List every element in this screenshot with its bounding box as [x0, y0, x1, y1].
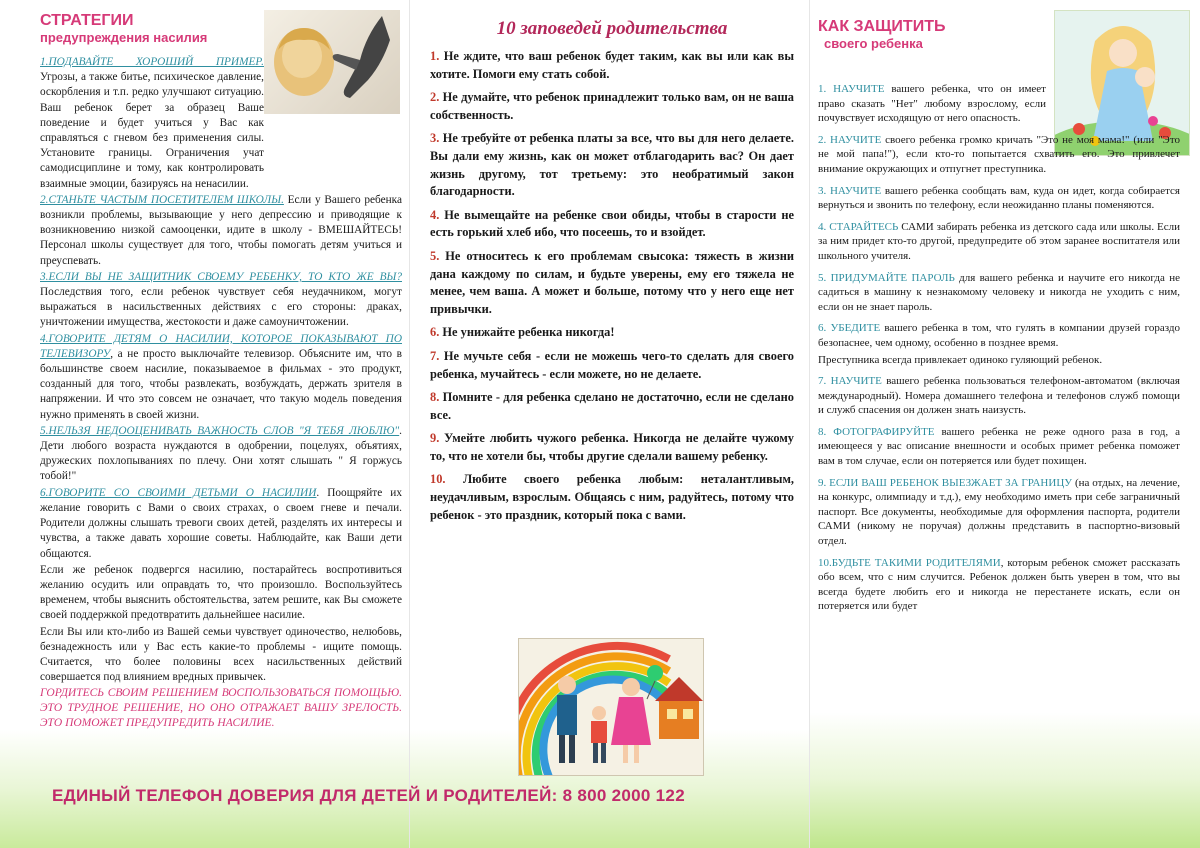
tip-1: 1. НАУЧИТЕ вашего ребенка, что он имеет право сказать "Нет" любому взрослому, если почувствует исходящую от него опасность.	[818, 83, 1046, 125]
tip-9: 9. ЕСЛИ ВАШ РЕБЕНОК ВЫЕЗЖАЕТ ЗА ГРАНИЦУ (на отдых, на лечение, на конкурс, олимпиаду и т.д.), ему необходимо иметь при себе заграничный паспорт. Все документы, необходимые для оформления паспорта, родители САМИ (никому не поручая) должны представить в паспортно-визовый отдел.	[818, 476, 1180, 548]
family-drawing	[518, 638, 704, 776]
tip-5: 5. ПРИДУМАЙТЕ ПАРОЛЬ для вашего ребенка и научите его никогда не садиться в машину к незнакомому человеку и никогда не уходить с ним, если он не знает пароль.	[818, 271, 1180, 313]
middle-panel	[410, 0, 810, 848]
commandment-3: 3. Не требуйте от ребенка платы за все, что вы для него делаете. Вы дали ему жизнь, как он может отблагодарить вас? Он дает жизнь другому, тот третьему: это необратимый закон благодарности.	[430, 131, 794, 199]
closing-statement: ГОРДИТЕСЬ СВОИМ РЕШЕНИЕМ ВОСПОЛЬЗОВАТЬСЯ ПОМОЩЬЮ. ЭТО ТРУДНОЕ РЕШЕНИЕ, НО ОНО ОТРАЖАЕТ ВАШУ ЗРЕЛОСТЬ. ЭТО ПОМОЖЕТ ПРЕДУПРЕДИТЬ НАСИЛИЕ.	[40, 687, 402, 730]
commandment-9: 9. Умейте любить чужого ребенка. Никогда не делайте чужому то, что не хотели бы, чтобы другие сделали вашему ребенку.	[430, 431, 794, 463]
tip-2: 2. НАУЧИТЕ своего ребенка громко кричать "Это не моя мама!" (или "Это не мой папа!"), если кто-то попытается схватить его. Это привлечет внимание окружающих и отпугнет преступника.	[818, 133, 1180, 175]
commandment-8: 8. Помните - для ребенка сделано не достаточно, если не сделано все.	[430, 390, 794, 422]
commandment-7: 7. Не мучьте себя - если не можешь чего-то сделать для своего ребенка, мучайтесь - если можете, но не делаете.	[430, 348, 794, 381]
commandment-5: 5. Не относитесь к его проблемам свысока: тяжесть в жизни дана каждому по силам, и будьте уверены, ему его тяжела не менее, чем ваша. А может и больше, потому что у него еще нет привычки.	[430, 248, 794, 316]
strategy-2: 2.СТАНЬТЕ ЧАСТЫМ ПОСЕТИТЕЛЕМ ШКОЛЫ. Если у Вашего ребенка возникли проблемы, вызывающие у него депрессию и приводящие к возникновению низкой самооценки, идите в школу - ВМЕШАЙТЕСЬ! Персонал школы существует для того, чтобы помогать детям учиться и преуспевать.	[40, 193, 402, 267]
protection-tips	[818, 82, 1180, 614]
commandment-1: 1. Не ждите, что ваш ребенок будет таким, как вы или как вы хотите. Помоги ему стать собой.	[430, 49, 794, 81]
tip-3: 3. НАУЧИТЕ вашего ребенка сообщать вам, куда он идет, когда собирается вернуться и звонить по телефону, если неожиданно планы поменяются.	[818, 184, 1180, 212]
tip-8: 8. ФОТОГРАФИРУЙТЕ вашего ребенка не реже одного раза в год, а имеющееся у вас описание внешности и особых примет ребенка поможет вам в том случае, если он потеряется или будет похищен.	[818, 425, 1181, 468]
commandments-list	[430, 48, 794, 524]
tip-7: 7. НАУЧИТЕ вашего ребенка пользоваться телефоном-автоматом (включая международный). Номера домашнего телефона и телефонов служб помощи и служб спасения он должен знать наизусть.	[818, 375, 1180, 417]
commandment-6: 6. Не унижайте ребенка никогда!	[430, 325, 615, 340]
hotline-footer: ЕДИНЫЙ ТЕЛЕФОН ДОВЕРИЯ ДЛЯ ДЕТЕЙ И РОДИТЕЛЕЙ: 8 800 2000 122	[52, 786, 685, 805]
tip-6: 6. УБЕДИТЕ вашего ребенка в том, что гулять в компании друзей гораздо безопаснее, чем одному, особенно в позднее время.	[818, 322, 1180, 349]
left-subtitle: предупреждения насилия	[40, 30, 208, 45]
right-title: КАК ЗАЩИТИТЬ	[818, 18, 946, 35]
strategy-4: 4.ГОВОРИТЕ ДЕТЯМ О НАСИЛИИ, КОТОРОЕ ПОКАЗЫВАЮТ ПО ТЕЛЕВИЗОРУ, а не просто выключайте телевизор. Объясните им, что в большинстве своем насилие, показываемое в фильмах - это продукт, созданный для того, чтобы развлекать, возбуждать, держать зрителя в напряжении. И что это совсем не означает, что такую модель поведения нужно применять в своей жизни.	[40, 332, 402, 421]
left-panel	[0, 0, 410, 848]
strategy-3: 3.ЕСЛИ ВЫ НЕ ЗАЩИТНИК СВОЕМУ РЕБЕНКУ, ТО КТО ЖЕ ВЫ? Последствия того, если ребенок чувствует себя неудачником, могут выражаться в насильственных действиях с его стороны: драках, уничтожении имущества, жестокости и даже самоуничтожении.	[40, 270, 402, 329]
commandments-title: 10 заповедей родительства	[496, 18, 728, 39]
commandment-10: 10. Любите своего ребенка любым: неталантливым, неудачливым, взрослым. Общаясь с ним, радуйтесь, потому что ребенок - это праздник, который пока с вами.	[430, 472, 794, 522]
tip-10: 10.БУДЬТЕ ТАКИМИ РОДИТЕЛЯМИ, которым ребенок сможет рассказать обо всем, что с ним случится. Ребенок должен быть уверен в том, что вы всегда будете любить его и никогда не перестанете искать, если он потеряется или будет	[818, 556, 1180, 613]
right-subtitle: своего ребенка	[824, 36, 923, 51]
commandment-4: 4. Не вымещайте на ребенке свои обиды, чтобы в старости не есть горький хлеб ибо, что посеешь, то и взойдет.	[430, 207, 794, 240]
strategies-text	[40, 55, 402, 731]
strategy-5: 5.НЕЛЬЗЯ НЕДООЦЕНИВАТЬ ВАЖНОСТЬ СЛОВ "Я ТЕБЯ ЛЮБЛЮ". Дети любого возраста нуждаются в одобрении, поцелуях, объятиях, дружеских похлопываниях по плечу. Они хотят слышать " Я горжусь тобой!"	[40, 424, 402, 483]
right-panel	[810, 0, 1200, 848]
commandment-2: 2. Не думайте, что ребенок принадлежит только вам, он не ваша собственность.	[430, 90, 794, 122]
strategy-1: 1.ПОДАВАЙТЕ ХОРОШИЙ ПРИМЕР. Угрозы, а также битье, психическое давление, оскорбления и т.п. редко улучшают ситуацию. Ваш ребенок берет за образец Ваше поведение и будет учиться у Вас как справляться с гневом без применения силы. Установите границы. Ограничения учат самодисциплине и тому, как контролировать взаимные эмоции, базируясь на ненасилии.	[40, 56, 264, 190]
left-title: СТРАТЕГИИ	[40, 12, 134, 29]
tip-6-note: Преступника всегда привлекает одиноко гуляющий ребенок.	[818, 353, 1103, 366]
tip-4: 4. СТАРАЙТЕСЬ САМИ забирать ребенка из детского сада или школы. Если за ним придет кто-то другой, предупредите об этом заранее воспитателя или школьного учителя.	[818, 220, 1180, 262]
strategy-6: 6.ГОВОРИТЕ СО СВОИМИ ДЕТЬМИ О НАСИЛИИ. Поощряйте их желание говорить с Вами о своих страхах, о своем гневе и печали. Родители должны слышать тревоги своих детей, разделять их интересы и чувства, а также давать хорошие советы. Наблюдайте, как Ваши дети общаются.	[40, 486, 402, 560]
paragraph-abuse: Если же ребенок подвергся насилию, постарайтесь воспротивиться желанию осудить или оправдать то, что произошло. Воспользуйтесь временем, чтобы выяснить обстоятельства, затем решите, как Вы сможете своей поддержкой предотвратить дальнейшее насилие.	[40, 563, 402, 622]
paragraph-help: Если Вы или кто-либо из Вашей семьи чувствует одиночество, нелюбовь, безнадежность или у Вас есть какие-то проблемы - ищите помощь. Считается, что более половины всех насильственных действий совершается под влиянием вредных привычек.	[40, 625, 402, 684]
